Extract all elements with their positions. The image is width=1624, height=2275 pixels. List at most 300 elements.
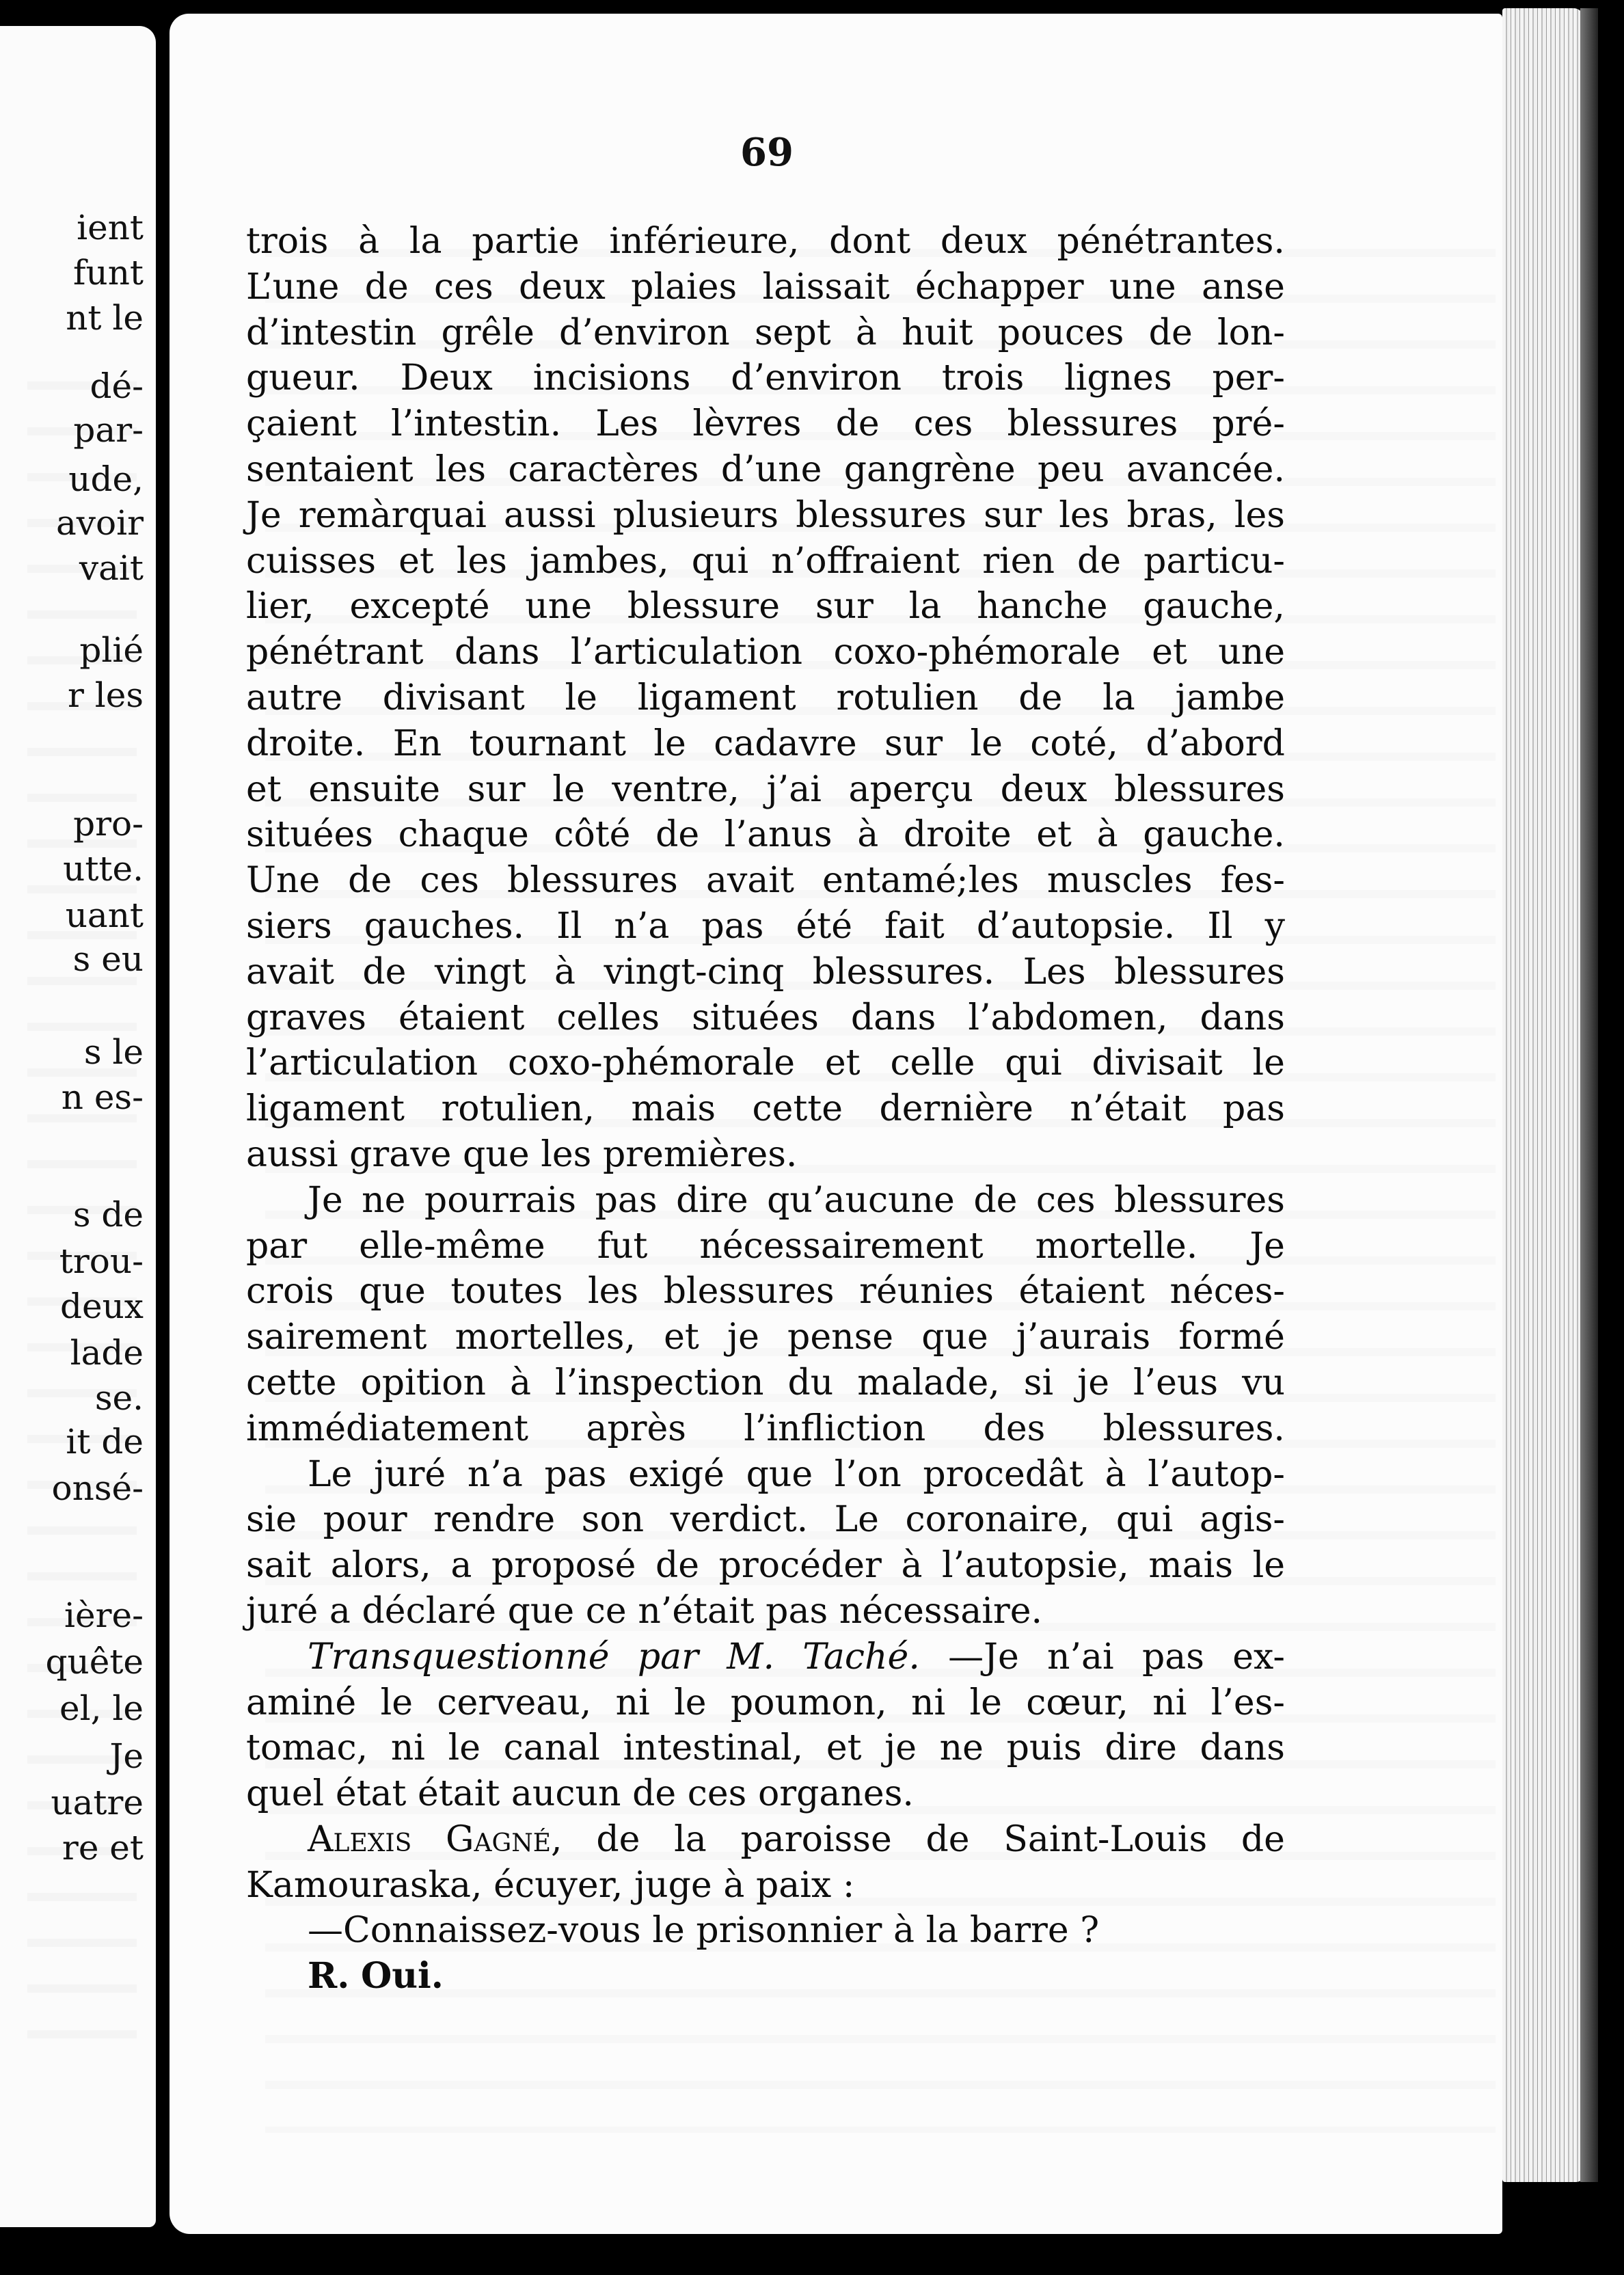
- word: blessures: [1114, 951, 1285, 993]
- word: si: [1023, 1362, 1054, 1403]
- text-line: [246, 904, 1285, 950]
- word: toutes: [450, 1271, 563, 1312]
- word: les: [435, 448, 487, 490]
- word: la: [409, 221, 442, 262]
- word: de: [596, 1818, 640, 1860]
- word: pas: [1222, 1088, 1285, 1130]
- word: vu: [1242, 1362, 1285, 1403]
- word: des: [983, 1408, 1046, 1449]
- word: le: [1252, 1545, 1285, 1587]
- word: de: [835, 403, 880, 445]
- word: sentaient: [246, 448, 414, 490]
- word: le: [380, 1682, 413, 1723]
- word: d’autopsie.: [976, 905, 1176, 947]
- word: jambes,: [529, 540, 669, 582]
- word: le: [448, 1727, 481, 1769]
- word: coxo-phémorale: [507, 1042, 796, 1084]
- word: à: [901, 1545, 923, 1587]
- word: l’articulation: [246, 1042, 478, 1084]
- word: à: [1105, 1453, 1126, 1495]
- word: canal: [503, 1727, 600, 1769]
- word: à: [893, 1910, 915, 1952]
- word: de: [362, 951, 407, 993]
- word: que: [507, 1590, 575, 1632]
- text-line: [246, 1406, 1285, 1452]
- word: mais: [631, 1088, 716, 1130]
- word: à: [358, 221, 380, 262]
- word: de: [632, 1773, 677, 1815]
- word: échapper: [915, 266, 1084, 308]
- left-page-text-fragment: deux: [60, 1287, 144, 1326]
- word: En: [392, 723, 442, 764]
- word: ces: [434, 266, 493, 308]
- word: sur: [884, 723, 943, 764]
- word: gauches.: [364, 905, 525, 947]
- word: —Je: [948, 1636, 1019, 1678]
- word: ces: [420, 860, 479, 902]
- word: barre: [969, 1910, 1069, 1952]
- word: pas: [544, 1453, 607, 1495]
- word: :: [842, 1864, 855, 1906]
- left-page-text-fragment: it de: [66, 1422, 144, 1462]
- word: était: [418, 1773, 500, 1815]
- word: Oui.: [360, 1955, 444, 1997]
- word: les: [1234, 494, 1285, 536]
- text-line: [246, 1086, 1285, 1132]
- word: peu: [1038, 448, 1105, 490]
- word: que: [359, 1271, 426, 1312]
- left-page-text-fragment: pro-: [73, 804, 144, 844]
- word: qui: [691, 540, 749, 582]
- word: grêle: [441, 312, 534, 353]
- word: été: [796, 905, 852, 947]
- word: cadavre: [714, 723, 857, 764]
- word: siers: [246, 905, 332, 947]
- word: pénétrantes.: [1057, 221, 1285, 262]
- word: dernière: [879, 1088, 1033, 1130]
- word: caractères: [508, 448, 699, 490]
- word: nécessairement: [699, 1225, 984, 1267]
- left-page-text-fragment: plié: [79, 630, 144, 670]
- left-page-text-fragment: nt le: [66, 298, 144, 338]
- word: je: [884, 1727, 917, 1769]
- word: a: [329, 1590, 351, 1632]
- word: à: [554, 951, 576, 993]
- word: Les: [1023, 951, 1086, 993]
- word: agis-: [1199, 1499, 1285, 1541]
- word: ex-: [1232, 1636, 1285, 1678]
- left-page-text-fragment: s eu: [72, 939, 144, 979]
- word: par: [637, 1636, 699, 1678]
- word: blessures.: [812, 951, 995, 993]
- word: y: [1264, 905, 1285, 947]
- word: rotulien,: [441, 1088, 595, 1130]
- word: grave: [349, 1133, 452, 1175]
- left-page-text-fragment: ière-: [64, 1596, 144, 1635]
- word: blessures.: [1102, 1408, 1285, 1449]
- word: malade,: [857, 1362, 1000, 1403]
- word: Taché.: [802, 1636, 920, 1678]
- word: cette: [752, 1088, 843, 1130]
- word: pour: [323, 1499, 407, 1541]
- word: Transquestionné: [308, 1636, 610, 1678]
- text-line: [246, 1817, 1285, 1863]
- word: ne: [939, 1727, 984, 1769]
- word: formé: [1178, 1317, 1285, 1358]
- word: blessures: [506, 860, 678, 902]
- word: avait: [246, 951, 334, 993]
- word: qu’aucune: [767, 1179, 955, 1221]
- word: Le: [308, 1453, 353, 1495]
- word: son: [581, 1499, 645, 1541]
- word: ventre,: [612, 768, 740, 810]
- text-line: [246, 1954, 1285, 2000]
- word: n’a: [467, 1453, 523, 1495]
- word: ces: [687, 1773, 747, 1815]
- word: trois: [941, 358, 1025, 399]
- word: je: [1077, 1362, 1109, 1403]
- word: néces-: [1169, 1271, 1285, 1312]
- word: lignes: [1064, 358, 1172, 399]
- word: d’abord: [1146, 723, 1285, 764]
- word: huit: [902, 312, 973, 353]
- word: n’offraient: [771, 540, 960, 582]
- word: cœur,: [1026, 1682, 1128, 1723]
- word: pourrais: [424, 1179, 577, 1221]
- left-page-text-fragment: s de: [72, 1195, 144, 1235]
- word: pas: [766, 1590, 828, 1632]
- word: situées: [246, 814, 373, 856]
- word: avait: [705, 860, 794, 902]
- word: blessures: [1114, 768, 1285, 810]
- word: chaque: [398, 814, 529, 856]
- word: ?: [1080, 1910, 1100, 1952]
- word: cette: [246, 1362, 337, 1403]
- word: intestinal,: [623, 1727, 804, 1769]
- word: j’ai: [766, 768, 822, 810]
- word: l’on: [834, 1453, 902, 1495]
- word: Il: [556, 905, 582, 947]
- word: j’aurais: [1016, 1317, 1151, 1358]
- word: fait: [884, 905, 945, 947]
- left-page-text-fragment: se.: [94, 1378, 144, 1418]
- word: et: [1152, 632, 1187, 673]
- word: dont: [829, 221, 911, 262]
- word: aperçu: [848, 768, 973, 810]
- word: —Connaissez-vous: [308, 1910, 641, 1952]
- word: plaies: [631, 266, 737, 308]
- word: et: [826, 1727, 862, 1769]
- text-line: [246, 1224, 1285, 1269]
- word: et: [398, 540, 434, 582]
- word: de: [1148, 312, 1193, 353]
- word: écuyer,: [493, 1864, 623, 1906]
- word: ligament: [246, 1088, 405, 1130]
- word: à: [723, 1864, 745, 1906]
- word: prisonnier: [696, 1910, 882, 1952]
- word: pouces: [997, 312, 1124, 353]
- word: et: [246, 768, 282, 810]
- word: une: [525, 586, 593, 628]
- word: proposé: [491, 1545, 636, 1587]
- word: que: [921, 1317, 988, 1358]
- word: fut: [597, 1225, 648, 1267]
- word: poumon,: [730, 1682, 887, 1723]
- word: coronaire,: [905, 1499, 1090, 1541]
- word: cuisses: [246, 540, 377, 582]
- word: le: [970, 723, 1003, 764]
- left-page-text-fragment: n es-: [61, 1077, 144, 1117]
- word: état: [335, 1773, 407, 1815]
- word: avancée.: [1126, 448, 1285, 490]
- word: mortelle.: [1035, 1225, 1198, 1267]
- word: pré-: [1212, 403, 1285, 445]
- word: de: [655, 1545, 700, 1587]
- text-line: [246, 1680, 1285, 1726]
- left-page-text-fragment: s le: [83, 1032, 144, 1072]
- word: l’articulation: [570, 632, 803, 673]
- word: ces: [1036, 1179, 1096, 1221]
- word: sur: [984, 494, 1042, 536]
- word: de: [655, 814, 700, 856]
- word: la: [925, 1910, 959, 1952]
- word: coté,: [1030, 723, 1118, 764]
- word: immédiatement: [246, 1408, 529, 1449]
- word: d’intestin: [246, 312, 417, 353]
- word: plusieurs: [612, 494, 779, 536]
- word: juré: [246, 1590, 319, 1632]
- word: les: [1059, 494, 1110, 536]
- word: l’anus: [724, 814, 833, 856]
- word: fes-: [1220, 860, 1285, 902]
- word: et: [824, 1042, 861, 1084]
- word: excepté: [349, 586, 490, 628]
- word: d’environ: [559, 312, 730, 353]
- text-line: [246, 1589, 1285, 1634]
- word: juré: [373, 1453, 446, 1495]
- word: sait: [246, 1545, 312, 1587]
- word: le: [552, 768, 585, 810]
- word: la: [1102, 677, 1135, 718]
- word: ne: [362, 1179, 406, 1221]
- word: graves: [246, 997, 366, 1038]
- word: ni: [390, 1727, 425, 1769]
- word: incisions: [532, 358, 691, 399]
- word: étaient: [398, 997, 525, 1038]
- word: procéder: [718, 1545, 882, 1587]
- text-line: [246, 1863, 1285, 1909]
- text-line: [246, 1269, 1285, 1315]
- word: çaient: [246, 403, 357, 445]
- word: dire: [1105, 1727, 1177, 1769]
- word: l’eus: [1133, 1362, 1219, 1403]
- text-line: [246, 1178, 1285, 1224]
- text-line: [246, 858, 1285, 904]
- word: après: [586, 1408, 686, 1449]
- word: les: [456, 540, 507, 582]
- word: opition: [360, 1362, 487, 1403]
- word: Je: [246, 494, 282, 536]
- word: l’autopsie,: [942, 1545, 1129, 1587]
- book-page: [170, 14, 1502, 2234]
- word: ce: [585, 1590, 627, 1632]
- word: procedât: [923, 1453, 1083, 1495]
- left-page-text-fragment: vait: [79, 548, 144, 588]
- word: du: [787, 1362, 834, 1403]
- word: Il: [1207, 905, 1233, 947]
- text-line: [246, 1771, 1285, 1817]
- word: tomac,: [246, 1727, 368, 1769]
- left-page-text-fragment: el, le: [59, 1688, 144, 1728]
- word: le: [652, 1910, 685, 1952]
- word: sie: [246, 1499, 297, 1541]
- word: pas: [701, 905, 764, 947]
- word: qui: [1005, 1042, 1062, 1084]
- page-edge-shadow: [1580, 8, 1598, 2182]
- word: l’es-: [1210, 1682, 1285, 1723]
- left-page-text-fragment: trou-: [59, 1241, 144, 1281]
- word: M.: [727, 1636, 775, 1678]
- text-line: [246, 1315, 1285, 1360]
- text-line: [246, 1497, 1285, 1543]
- word: premières.: [602, 1133, 798, 1175]
- word: dans: [850, 997, 936, 1038]
- word: autre: [246, 677, 343, 718]
- word: Alexis: [308, 1818, 412, 1860]
- word: la: [674, 1818, 707, 1860]
- word: côté: [554, 814, 631, 856]
- word: gangrène: [843, 448, 1016, 490]
- text-line: [246, 355, 1285, 401]
- left-page-text-fragment: utte.: [63, 849, 144, 889]
- word: mais: [1148, 1545, 1234, 1587]
- text-line: [246, 767, 1285, 813]
- word: l’infliction: [744, 1408, 926, 1449]
- word: R.: [308, 1955, 350, 1997]
- text-line: [246, 630, 1285, 675]
- text-line: [246, 1132, 1285, 1178]
- word: de: [1018, 677, 1063, 718]
- word: celle: [890, 1042, 975, 1084]
- body-text: [246, 219, 1285, 2000]
- word: divisait: [1092, 1042, 1223, 1084]
- word: de: [1077, 540, 1122, 582]
- text-line: [246, 584, 1285, 630]
- word: situées: [691, 997, 819, 1038]
- word: cerveau,: [437, 1682, 592, 1723]
- left-page-text-fragment: onsé-: [51, 1468, 144, 1508]
- left-page-text-fragment: funt: [72, 253, 144, 293]
- word: blessures: [1114, 1179, 1285, 1221]
- text-line: [246, 950, 1285, 995]
- word: pas: [1141, 1636, 1204, 1678]
- left-page-text-fragment: avoir: [55, 503, 144, 543]
- word: par: [246, 1225, 308, 1267]
- word: d’environ: [731, 358, 902, 399]
- left-page-text-fragment: uatre: [51, 1783, 144, 1822]
- text-line: [246, 447, 1285, 493]
- word: lon-: [1217, 312, 1285, 353]
- word: crois: [246, 1271, 334, 1312]
- word: aucun: [511, 1773, 621, 1815]
- text-line: [246, 721, 1285, 767]
- page-edges: [1502, 8, 1584, 2182]
- word: lèvres: [692, 403, 802, 445]
- word: dans: [1200, 1727, 1285, 1769]
- word: qui: [1115, 1499, 1174, 1541]
- word: sur: [467, 768, 526, 810]
- text-line: [246, 539, 1285, 584]
- word: aussi: [246, 1133, 338, 1175]
- left-page-text-fragment: uant: [65, 896, 144, 935]
- word: trois: [246, 221, 329, 262]
- word: vingt-cinq: [604, 951, 785, 993]
- word: paix: [755, 1864, 832, 1906]
- left-facing-page: [0, 26, 156, 2227]
- left-page-text-fragment: quête: [45, 1642, 144, 1682]
- left-page-text-fragment: r les: [67, 675, 144, 715]
- word: de: [348, 860, 392, 902]
- word: ni: [1152, 1682, 1187, 1723]
- word: une: [1218, 632, 1285, 673]
- word: aminé: [246, 1682, 357, 1723]
- text-line: [246, 1040, 1285, 1086]
- word: rendre: [433, 1499, 556, 1541]
- word: particu-: [1143, 540, 1285, 582]
- word: la: [908, 586, 942, 628]
- word: laissait: [762, 266, 890, 308]
- word: n’était: [1070, 1088, 1187, 1130]
- word: réunies: [859, 1271, 994, 1312]
- word: verdict.: [670, 1499, 809, 1541]
- word: sept: [755, 312, 831, 353]
- word: l’inspection: [555, 1362, 764, 1403]
- word: l’intestin.: [391, 403, 562, 445]
- text-line: [246, 812, 1285, 858]
- word: étaient: [1018, 1271, 1145, 1312]
- word: droite: [903, 814, 1012, 856]
- word: à: [1096, 814, 1118, 856]
- word: Je: [1249, 1225, 1285, 1267]
- word: gauche,: [1143, 586, 1285, 628]
- word: le: [1252, 1042, 1285, 1084]
- word: vingt: [434, 951, 526, 993]
- word: les: [541, 1133, 592, 1175]
- word: rien: [982, 540, 1055, 582]
- word: sur: [815, 586, 874, 628]
- word: ces: [913, 403, 973, 445]
- text-line: [246, 995, 1285, 1041]
- word: inférieure,: [609, 221, 800, 262]
- word: nécessaire.: [839, 1590, 1043, 1632]
- word: bras,: [1126, 494, 1217, 536]
- word: déclaré: [362, 1590, 496, 1632]
- text-line: [246, 675, 1285, 721]
- left-page-text-fragment: dé-: [90, 366, 144, 406]
- word: Le: [834, 1499, 879, 1541]
- word: Saint-Louis: [1003, 1818, 1208, 1860]
- text-line: [246, 265, 1285, 310]
- text-line: [246, 310, 1285, 356]
- word: puis: [1006, 1727, 1082, 1769]
- word: Les: [595, 403, 659, 445]
- word: quel: [246, 1773, 325, 1815]
- left-page-text-fragment: par-: [73, 410, 144, 450]
- left-page-text-fragment: ient: [77, 208, 144, 247]
- word: Deux: [400, 358, 493, 399]
- word: ni: [615, 1682, 650, 1723]
- word: n’était: [638, 1590, 755, 1632]
